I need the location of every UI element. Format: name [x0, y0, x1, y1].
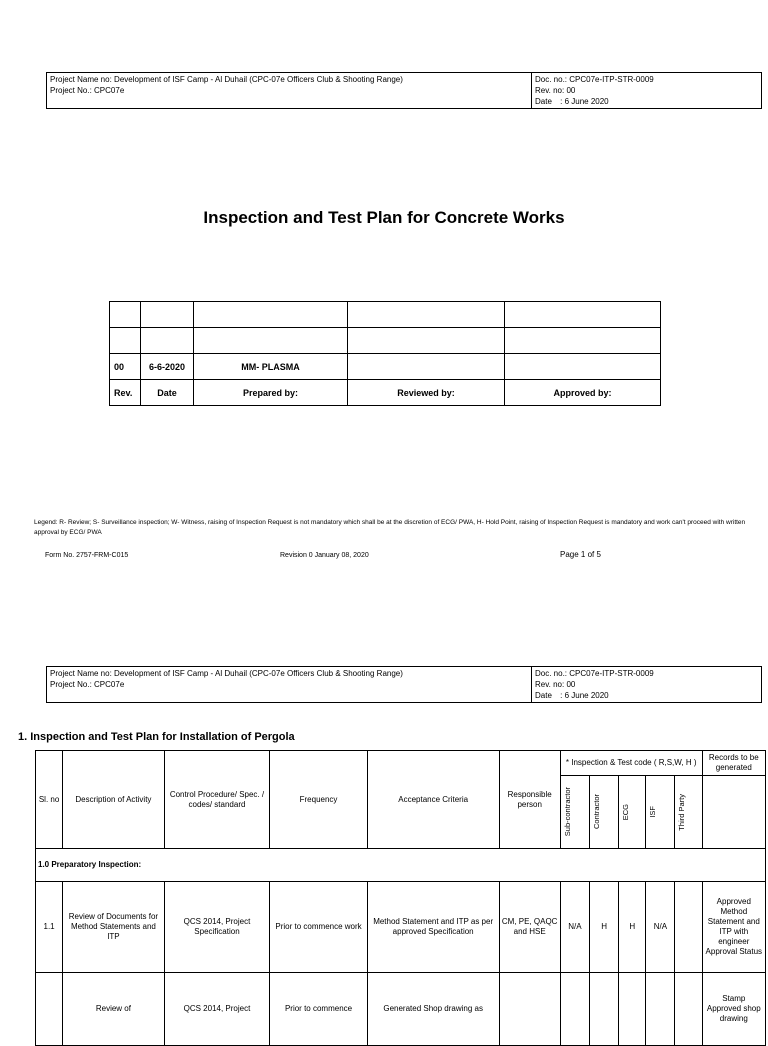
- ecg-cell: [619, 973, 646, 1046]
- revision-header-row: [110, 380, 661, 406]
- description-cell: Review of: [63, 973, 165, 1046]
- project-info-cell: [47, 73, 532, 109]
- table-row: [36, 882, 766, 973]
- table-row: [36, 973, 766, 1046]
- rev-no: 00: [566, 86, 576, 95]
- project-name-label: Project Name no:: [50, 669, 112, 678]
- section-title: 1. Inspection and Test Plan for Installation of Pergola: [18, 731, 295, 743]
- approved-cell: [505, 354, 661, 380]
- date-cell: [141, 328, 194, 354]
- doc-no-label: Doc. no.:: [535, 75, 568, 84]
- project-no: CPC07e: [94, 680, 125, 689]
- date-header: Date: [141, 380, 194, 406]
- legend-text: Legend: R- Review; S- Surveillance inspection; W- Witness, raising of Inspection Request is not mandatory which shall be at the discretion of ECG/ PWA, H- Hold Point, raising of Inspection Request is mandatory and work can't proceed with written approval by ECG/ PWA: [34, 519, 746, 536]
- reviewed-header: Reviewed by:: [348, 380, 505, 406]
- doc-no-label: Doc. no.:: [535, 669, 568, 678]
- control-header: Control Procedure/ Spec. / codes/ standard: [164, 751, 270, 849]
- project-header-page-2: [46, 666, 762, 703]
- records-header: Records to be generated: [702, 751, 765, 776]
- doc-info-cell: [532, 667, 762, 703]
- sub-contractor-label: Sub-contractor: [562, 787, 572, 837]
- acceptance-header: Acceptance Criteria: [367, 751, 499, 849]
- date-value: : 6 June 2020: [560, 691, 609, 700]
- third-party-cell: [675, 882, 702, 973]
- revision-row: [110, 302, 661, 328]
- project-header: [46, 72, 762, 109]
- records-subheader: [702, 776, 765, 849]
- approved-header: Approved by:: [505, 380, 661, 406]
- rev-no: 00: [566, 680, 576, 689]
- prepared-cell: [194, 328, 348, 354]
- rev-cell: [110, 302, 141, 328]
- revision-row: [110, 328, 661, 354]
- third-party-cell: [675, 973, 702, 1046]
- isf-label: ISF: [648, 806, 658, 818]
- project-no-label: Project No.:: [50, 680, 92, 689]
- reviewed-cell: [348, 302, 505, 328]
- date-label: Date: [535, 97, 552, 106]
- third-party-label: Third Party: [677, 793, 687, 831]
- form-number: Form No. 2757-FRM-C015: [45, 552, 129, 559]
- ecg-cell: H: [619, 882, 646, 973]
- prepared-header: Prepared by:: [194, 380, 348, 406]
- page-number: Page 1 of 5: [560, 550, 601, 559]
- date-cell: 6-6-2020: [141, 354, 194, 380]
- ecg-label: ECG: [621, 803, 631, 821]
- frequency-cell: Prior to commence work: [270, 882, 368, 973]
- contractor-cell: [590, 973, 619, 1046]
- date-value: : 6 June 2020: [560, 97, 609, 106]
- contractor-cell: H: [590, 882, 619, 973]
- revision-row: [110, 354, 661, 380]
- contractor-header: [590, 776, 619, 849]
- sl-no-header: Sl. no: [36, 751, 63, 849]
- isf-cell: N/A: [646, 882, 675, 973]
- doc-info-cell: [532, 73, 762, 109]
- records-cell: Stamp Approved shop drawing: [702, 973, 765, 1046]
- sl-cell: [36, 973, 63, 1046]
- records-cell: Approved Method Statement and ITP with engineer Approval Status: [702, 882, 765, 973]
- approved-cell: [505, 302, 661, 328]
- responsible-cell: CM, PE, QAQC and HSE: [499, 882, 560, 973]
- responsible-cell: [499, 973, 560, 1046]
- project-no: CPC07e: [94, 86, 125, 95]
- doc-no: CPC07e-ITP-STR-0009: [569, 75, 654, 84]
- document-title: Inspection and Test Plan for Concrete Works: [203, 208, 565, 227]
- isf-header: [646, 776, 675, 849]
- contractor-label: Contractor: [592, 794, 601, 830]
- project-info-cell: [47, 667, 532, 703]
- description-cell: Review of Documents for Method Statements and ITP: [63, 882, 165, 973]
- sl-cell: 1.1: [36, 882, 63, 973]
- description-header: Description of Activity: [63, 751, 165, 849]
- ecg-header: [619, 776, 646, 849]
- reviewed-cell: [348, 354, 505, 380]
- sub-contractor-cell: [560, 973, 589, 1046]
- itp-table: [35, 750, 766, 1046]
- control-cell: QCS 2014, Project: [164, 973, 270, 1046]
- section-row: 1.0 Preparatory Inspection:: [36, 849, 766, 882]
- prepared-cell: MM- PLASMA: [194, 354, 348, 380]
- reviewed-cell: [348, 328, 505, 354]
- control-cell: QCS 2014, Project Specification: [164, 882, 270, 973]
- approved-cell: [505, 328, 661, 354]
- date-label: Date: [535, 691, 552, 700]
- acceptance-cell: Method Statement and ITP as per approved Specification: [367, 882, 499, 973]
- project-name: Development of ISF Camp - Al Duhail (CPC-07e Officers Club & Shooting Range): [114, 669, 403, 678]
- rev-cell: [110, 328, 141, 354]
- rev-no-label: Rev. no:: [535, 86, 565, 95]
- frequency-cell: Prior to commence: [270, 973, 368, 1046]
- date-cell: [141, 302, 194, 328]
- sub-contractor-cell: N/A: [560, 882, 589, 973]
- rev-header: Rev.: [110, 380, 141, 406]
- prepared-cell: [194, 302, 348, 328]
- doc-no: CPC07e-ITP-STR-0009: [569, 669, 654, 678]
- rev-no-label: Rev. no:: [535, 680, 565, 689]
- project-no-label: Project No.:: [50, 86, 92, 95]
- third-party-header: [675, 776, 702, 849]
- frequency-header: Frequency: [270, 751, 368, 849]
- revision-table: [109, 301, 661, 406]
- project-name-label: Project Name no:: [50, 75, 112, 84]
- inspection-code-header: * Inspection & Test code ( R,S,W, H ): [560, 751, 702, 776]
- form-revision: Revision 0 January 08, 2020: [280, 552, 369, 559]
- rev-cell: 00: [110, 354, 141, 380]
- project-name: Development of ISF Camp - Al Duhail (CPC-07e Officers Club & Shooting Range): [114, 75, 403, 84]
- isf-cell: [646, 973, 675, 1046]
- sub-contractor-header: [560, 776, 589, 849]
- responsible-header: Responsible person: [499, 751, 560, 849]
- acceptance-cell: Generated Shop drawing as: [367, 973, 499, 1046]
